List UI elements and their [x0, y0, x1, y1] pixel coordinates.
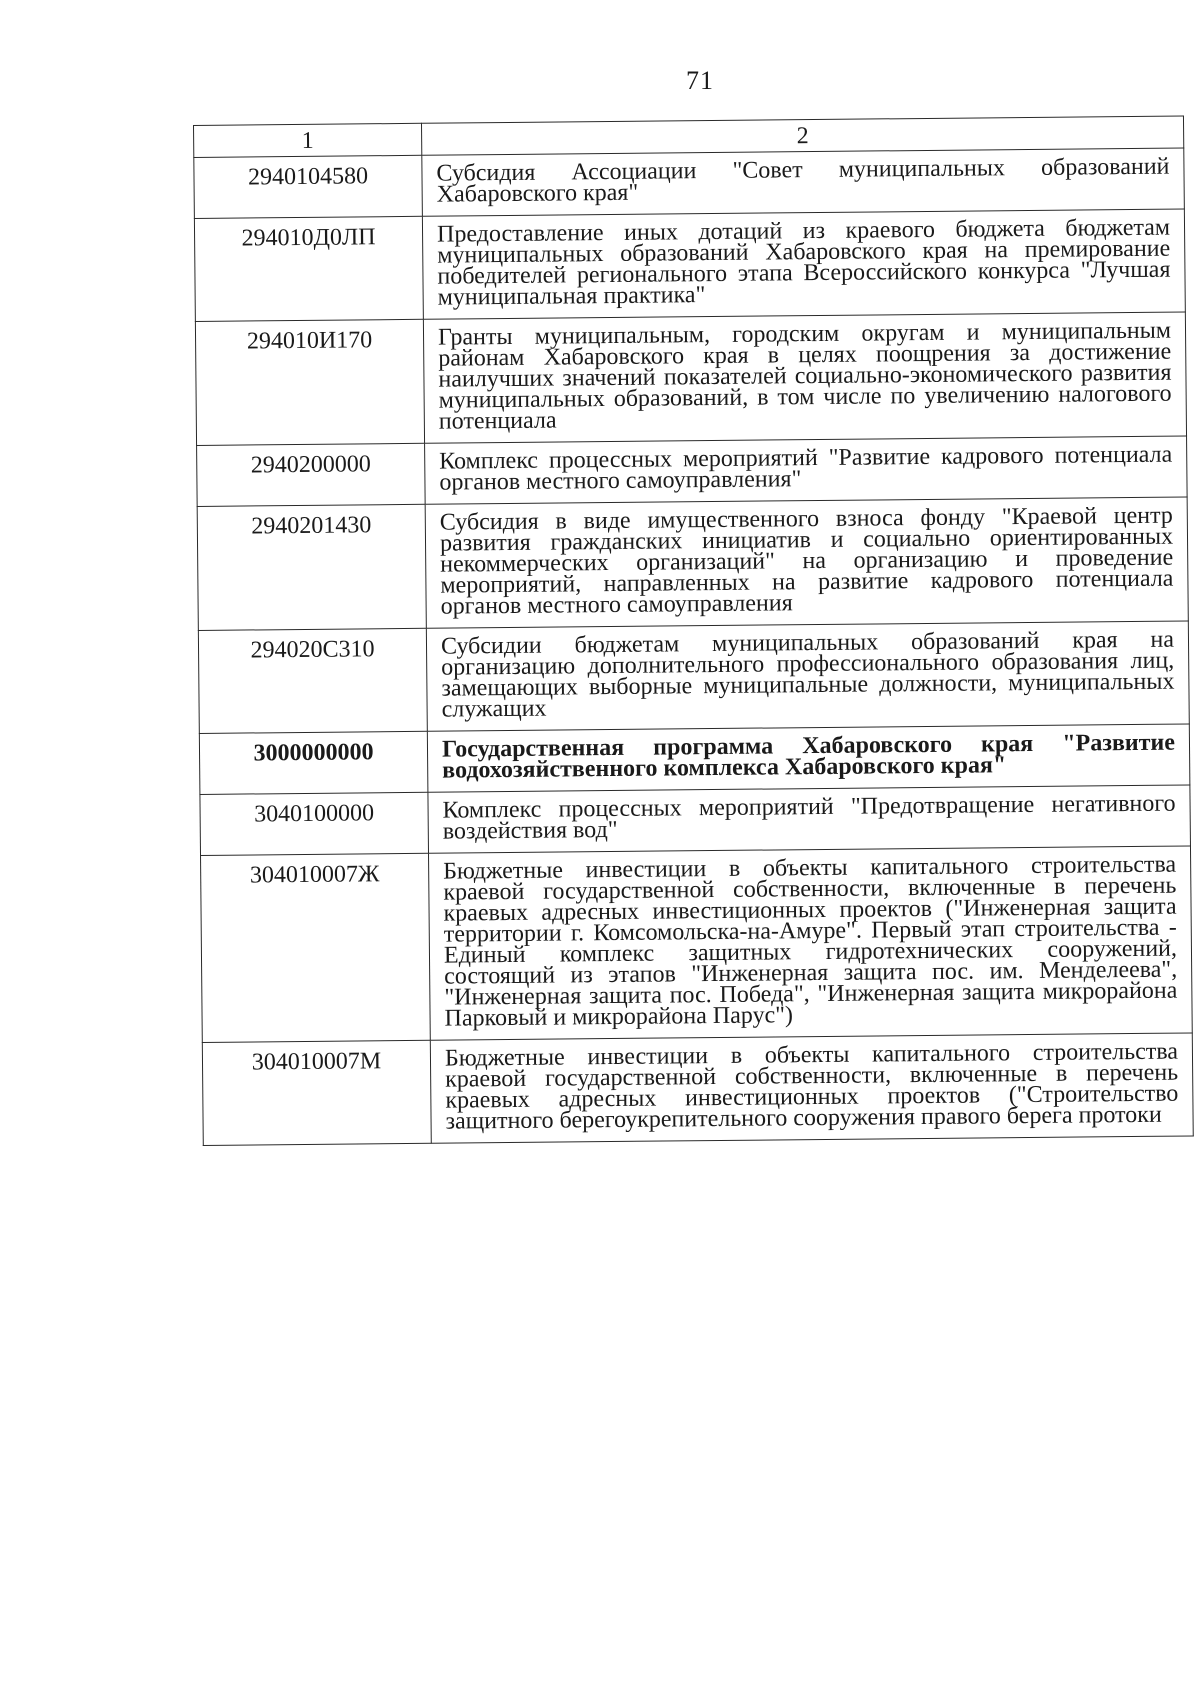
document-sheet: [193, 115, 1193, 1145]
table-row: [194, 148, 1185, 219]
table-row: [201, 846, 1193, 1042]
row-description: Государственная программа Хабаровского края "Развитие водохозяйственного комплекса Хабаровского края": [427, 724, 1190, 792]
table-row: [194, 209, 1185, 321]
row-code: 2940201430: [197, 504, 426, 630]
table-row: [197, 497, 1188, 630]
row-description: Предоставление иных дотаций из краевого бюджета бюджетам муниципальных образований Хабаровского края на премирование победителей регионального этапа Всероссийского конкурса "Лучшая муниципальная практика": [422, 209, 1185, 319]
row-description: Субсидия Ассоциации "Совет муниципальных образований Хабаровского края": [422, 148, 1185, 216]
row-code: 2940104580: [194, 155, 423, 218]
row-code: 304010007Ж: [201, 853, 431, 1042]
row-description: Комплекс процессных мероприятий "Предотвращение негативного воздействия вод": [428, 785, 1191, 853]
row-description: Бюджетные инвестиции в объекты капитального строительства краевой государственной собственности, включенные в перечень краевых адресных инвестиционных проектов ("Инженерная защита территории г. Комсомольска-на-Амуре". Первый этап строительства - Единый комплекс защитных гидротехнических сооружений, состоящий из этапов "Инженерная защита пос. им. Менделеева", "Инженерная защита пос. Победа", "Инженерная защита микрорайона Парковый и микрорайона Парус"): [429, 846, 1193, 1040]
row-description: Субсидия в виде имущественного взноса фонду "Краевой центр развития гражданских инициатив и социально ориентированных некоммерческих организаций" на организацию и проведение мероприятий, направленных на развитие кадрового потенциала органов местного самоуправления: [425, 497, 1188, 628]
row-code: 304010007М: [202, 1040, 431, 1145]
table-row: [199, 724, 1190, 795]
row-code: 3040100000: [200, 792, 429, 855]
row-description: Бюджетные инвестиции в объекты капитального строительства краевой государственной собственности, включенные в перечень краевых адресных инвестиционных проектов ("Строительство защитного берегоукрепительного сооружения правого берега протоки: [430, 1033, 1193, 1143]
table-row: [195, 312, 1186, 445]
row-code: 294020С310: [198, 628, 427, 733]
row-code: 2940200000: [197, 443, 426, 506]
table-row: [198, 621, 1189, 733]
row-code: 3000000000: [199, 731, 428, 794]
table-row: [200, 785, 1191, 856]
column-header-description: 2: [421, 116, 1183, 155]
row-description: Гранты муниципальным, городским округам и муниципальным районам Хабаровского края в целях поощрения за достижение наилучших значений показателей социально-экономического развития муниципальных образований, в том числе по увеличению налогового потенциала: [423, 312, 1186, 443]
row-description: Субсидии бюджетам муниципальных образований края на организацию дополнительного профессионального образования лиц, замещающих выборные муниципальные должности, муниципальных служащих: [426, 621, 1189, 731]
page-number: 71: [686, 66, 714, 95]
column-header-code: 1: [194, 123, 422, 157]
row-code: 294010Д0ЛП: [194, 216, 423, 321]
budget-classification-table: [193, 115, 1194, 1145]
row-description: Комплекс процессных мероприятий "Развитие кадрового потенциала органов местного самоуправления": [425, 436, 1188, 504]
table-row: [197, 436, 1188, 507]
row-code: 294010И170: [195, 319, 424, 445]
table-row: [202, 1033, 1193, 1145]
